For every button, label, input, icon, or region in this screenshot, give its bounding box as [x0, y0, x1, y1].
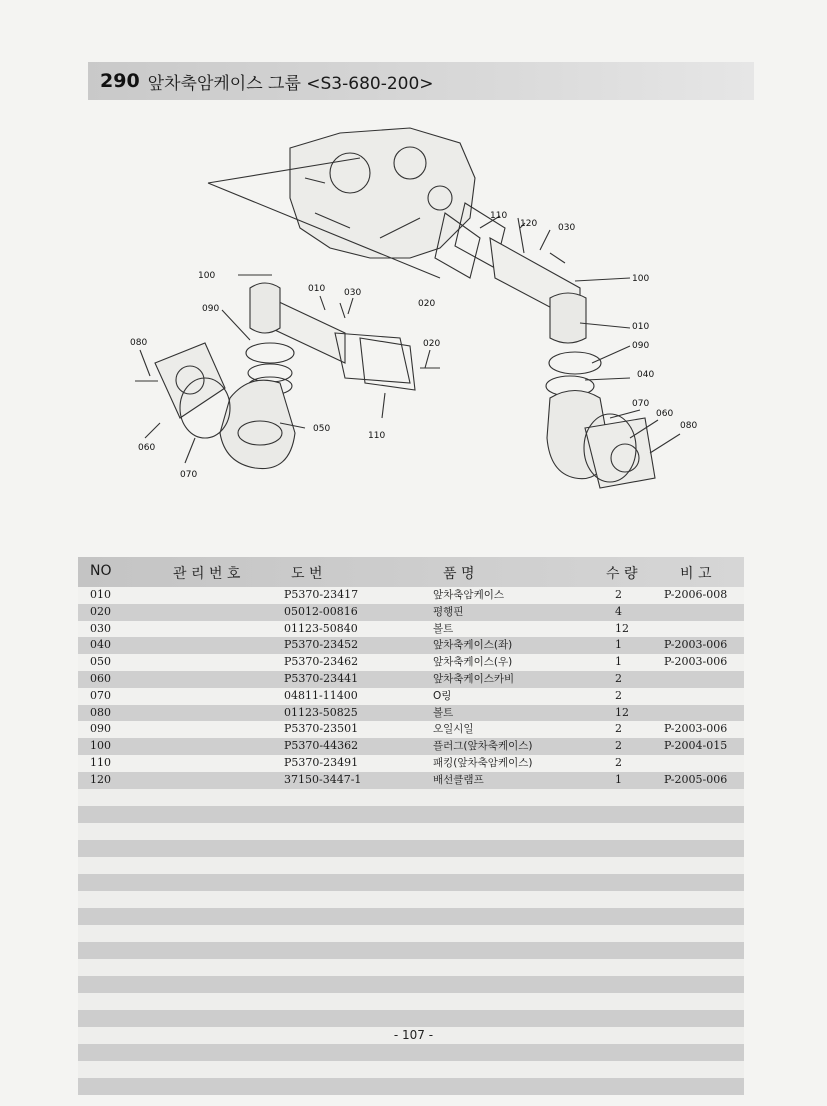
row-no: 050: [90, 655, 111, 669]
header-remarks: 비 고: [680, 566, 712, 582]
row-drawing: P5370-23417: [284, 588, 359, 601]
group-title-band: [88, 62, 754, 100]
row-no: 010: [90, 588, 111, 601]
row-name: 평행핀: [433, 605, 464, 618]
row-drawing: P5370-23452: [284, 638, 359, 652]
row-qty: 1: [615, 772, 622, 786]
empty-row: [78, 823, 744, 840]
row-name: 플러그(앞차축케이스): [433, 740, 533, 753]
row-no: 100: [90, 739, 111, 753]
header-drawing-no: 도 번: [291, 566, 323, 582]
row-note: P-2003-006: [664, 638, 728, 652]
empty-row: [78, 840, 744, 857]
callout-010: 010: [632, 322, 650, 332]
table-row: [78, 772, 744, 789]
row-name: 앞차축케이스(좌): [433, 639, 513, 652]
row-drawing: P5370-44362: [284, 739, 359, 753]
empty-row: [78, 789, 744, 806]
table-row: [78, 637, 744, 654]
table-body: [78, 587, 744, 1095]
callout-100: 100: [198, 271, 216, 281]
row-note: P-2006-008: [664, 588, 728, 601]
callout-030: 030: [344, 288, 362, 298]
row-no: 020: [90, 604, 111, 618]
row-qty: 2: [615, 688, 622, 702]
row-no: 090: [90, 722, 111, 736]
table-header: [78, 557, 744, 587]
row-drawing: 01123-50840: [284, 621, 358, 635]
row-drawing: 01123-50825: [284, 705, 358, 719]
row-no: 080: [90, 705, 111, 719]
parts-table: [78, 557, 744, 1095]
row-name: 앞차축케이스(우): [433, 656, 513, 669]
empty-row: [78, 891, 744, 908]
row-drawing: 05012-00816: [284, 604, 358, 618]
table-row: [78, 671, 744, 688]
empty-row: [78, 942, 744, 959]
row-qty: 2: [615, 588, 622, 601]
header-mgmt-no: 관 리 번 호: [173, 566, 241, 582]
callout-060: 060: [656, 409, 674, 419]
row-no: 120: [90, 772, 111, 786]
row-no: 070: [90, 688, 111, 702]
callout-030: 030: [558, 223, 576, 233]
callout-040: 040: [637, 370, 655, 380]
empty-row: [78, 1010, 744, 1027]
callout-110: 110: [368, 431, 386, 441]
table-row: [78, 621, 744, 638]
row-name: 앞차축케이스카비: [433, 672, 515, 685]
row-no: 110: [90, 755, 111, 769]
row-qty: 1: [615, 638, 622, 652]
row-name: 앞차축암케이스: [433, 589, 505, 601]
header-part-name: 품 명: [443, 566, 475, 582]
table-row: [78, 654, 744, 671]
group-number: 290: [100, 70, 140, 92]
callout-080: 080: [130, 338, 148, 348]
row-name: 볼트: [433, 622, 454, 635]
row-no: 040: [90, 638, 111, 652]
row-drawing: P5370-23501: [284, 722, 359, 736]
row-name: 패킹(앞차축암케이스): [433, 756, 533, 769]
empty-row: [78, 857, 744, 874]
table-row: [78, 705, 744, 722]
table-row: [78, 587, 744, 604]
callout-090: 090: [202, 304, 220, 314]
row-name: O링: [433, 689, 452, 702]
callout-010: 010: [308, 284, 326, 294]
callout-080: 080: [680, 421, 698, 431]
row-drawing: P5370-23462: [284, 655, 359, 669]
header-no: NO: [90, 563, 112, 579]
table-row: [78, 738, 744, 755]
empty-row: [78, 976, 744, 993]
callout-100: 100: [632, 274, 650, 284]
table-row: [78, 604, 744, 621]
callout-120: 120: [520, 219, 538, 229]
empty-row: [78, 908, 744, 925]
callout-070: 070: [180, 470, 198, 480]
row-qty: 4: [615, 604, 622, 618]
page-number: - 107 -: [393, 1028, 434, 1042]
callout-020: 020: [423, 339, 441, 349]
exploded-parts-diagram: [110, 118, 730, 518]
row-name: 오일시일: [433, 723, 474, 736]
empty-row: [78, 993, 744, 1010]
row-qty: 2: [615, 755, 622, 769]
table-row: [78, 721, 744, 738]
empty-row: [78, 1061, 744, 1078]
row-drawing: P5370-23491: [284, 755, 359, 769]
empty-row: [78, 925, 744, 942]
row-qty: 2: [615, 739, 622, 753]
row-note: P-2003-006: [664, 722, 728, 736]
table-row: [78, 755, 744, 772]
row-no: 060: [90, 671, 111, 685]
header-quantity: 수 량: [606, 566, 638, 582]
row-qty: 2: [615, 671, 622, 685]
row-qty: 1: [615, 655, 622, 669]
row-note: P-2004-015: [664, 739, 728, 753]
row-drawing: 37150-3447-1: [284, 772, 362, 786]
empty-row: [78, 1078, 744, 1095]
row-drawing: 04811-11400: [284, 688, 358, 702]
row-qty: 12: [615, 705, 629, 719]
empty-row: [78, 1044, 744, 1061]
empty-row: [78, 874, 744, 891]
callout-050: 050: [313, 424, 331, 434]
callout-060: 060: [138, 443, 156, 453]
empty-row: [78, 806, 744, 823]
table-row: [78, 688, 744, 705]
callout-110: 110: [490, 211, 508, 221]
row-name: 볼트: [433, 706, 454, 719]
callout-090: 090: [632, 341, 650, 351]
row-drawing: P5370-23441: [284, 671, 359, 685]
empty-row: [78, 959, 744, 976]
row-note: P-2003-006: [664, 655, 728, 669]
callout-070: 070: [632, 399, 650, 409]
row-no: 030: [90, 621, 111, 635]
parts-drawing: [110, 118, 730, 518]
row-qty: 12: [615, 621, 629, 635]
row-qty: 2: [615, 722, 622, 736]
callout-020: 020: [418, 299, 436, 309]
row-name: 배선클램프: [433, 773, 484, 786]
group-title: 앞차축암케이스 그룹 <S3-680-200>: [147, 73, 434, 94]
row-note: P-2005-006: [664, 772, 728, 786]
